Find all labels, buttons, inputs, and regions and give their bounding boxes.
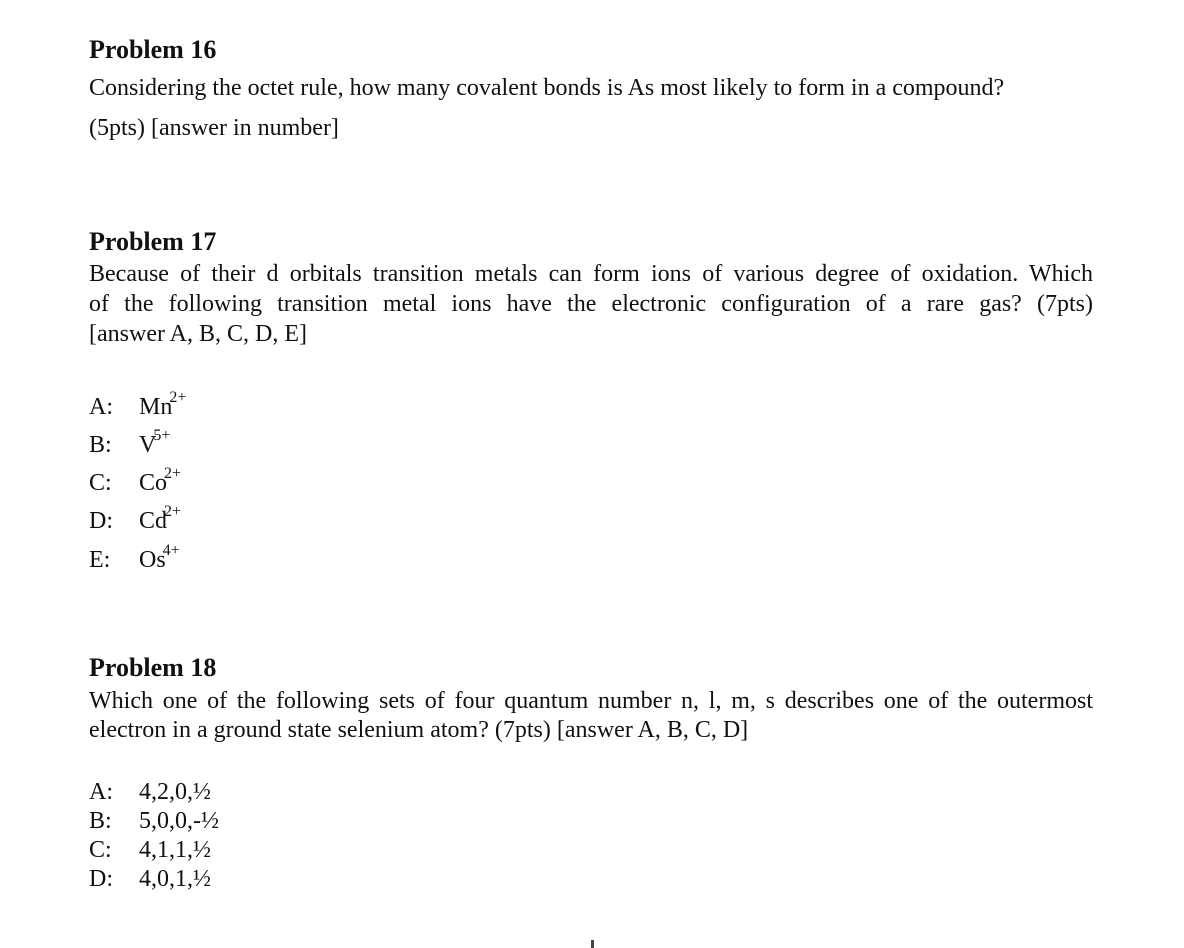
problem-18-option-c xyxy=(89,836,211,864)
option-value: 4,0,1,½ xyxy=(139,866,211,892)
option-letter: B: xyxy=(89,432,112,458)
option-value: 4,1,1,½ xyxy=(139,837,211,863)
problem-16-question-line-2: (5pts) [answer in number] xyxy=(89,115,339,141)
option-value: 4,2,0,½ xyxy=(139,779,211,805)
problem-17-option-d xyxy=(89,503,182,535)
problem-18-question-line-2: electron in a ground state selenium atom? (7pts) [answer A, B, C, D] xyxy=(89,717,749,743)
option-value: 5,0,0,-½ xyxy=(139,808,219,834)
option-charge: 2+ xyxy=(164,503,182,520)
option-letter: D: xyxy=(89,508,113,534)
option-letter: B: xyxy=(89,808,112,834)
problem-17-option-e xyxy=(89,542,180,574)
problem-18-title: Problem 18 xyxy=(89,653,217,682)
option-charge: 2+ xyxy=(169,389,187,406)
option-letter: E: xyxy=(89,547,111,573)
problem-17-option-c xyxy=(89,465,182,497)
problem-18-option-b xyxy=(89,807,219,835)
problem-18-question-line-1: Which one of the following sets of four quantum number n, l, m, s describes one of the outermost xyxy=(89,688,1093,714)
option-charge: 4+ xyxy=(162,542,180,559)
problem-18-option-d xyxy=(89,865,211,893)
option-letter: A: xyxy=(89,779,113,805)
page-edge-mark xyxy=(591,940,594,948)
problem-17-title: Problem 17 xyxy=(89,227,217,256)
option-charge: 5+ xyxy=(153,427,171,444)
option-element: Co xyxy=(139,470,168,496)
problem-17-question-line-1: Because of their d orbitals transition metals can form ions of various degree of oxidation. Which xyxy=(89,261,1093,287)
option-letter: D: xyxy=(89,866,113,892)
problem-17-question-line-2: of the following transition metal ions have the electronic configuration of a rare gas? (7pts) xyxy=(89,291,1093,317)
option-element: V xyxy=(139,432,157,458)
problem-17-question-line-3: [answer A, B, C, D, E] xyxy=(89,321,307,347)
option-letter: A: xyxy=(89,394,113,420)
option-letter: C: xyxy=(89,470,112,496)
problem-17-option-b xyxy=(89,427,171,459)
problem-16-question-line-1: Considering the octet rule, how many covalent bonds is As most likely to form in a compound? xyxy=(89,75,1005,101)
problem-16-title: Problem 16 xyxy=(89,35,217,64)
option-element: Cd xyxy=(139,508,168,534)
problem-18-option-a xyxy=(89,778,211,806)
option-charge: 2+ xyxy=(164,465,182,482)
option-element: Mn xyxy=(139,394,173,420)
option-letter: C: xyxy=(89,837,112,863)
option-element: Os xyxy=(139,547,166,573)
problem-17-option-a xyxy=(89,389,187,421)
